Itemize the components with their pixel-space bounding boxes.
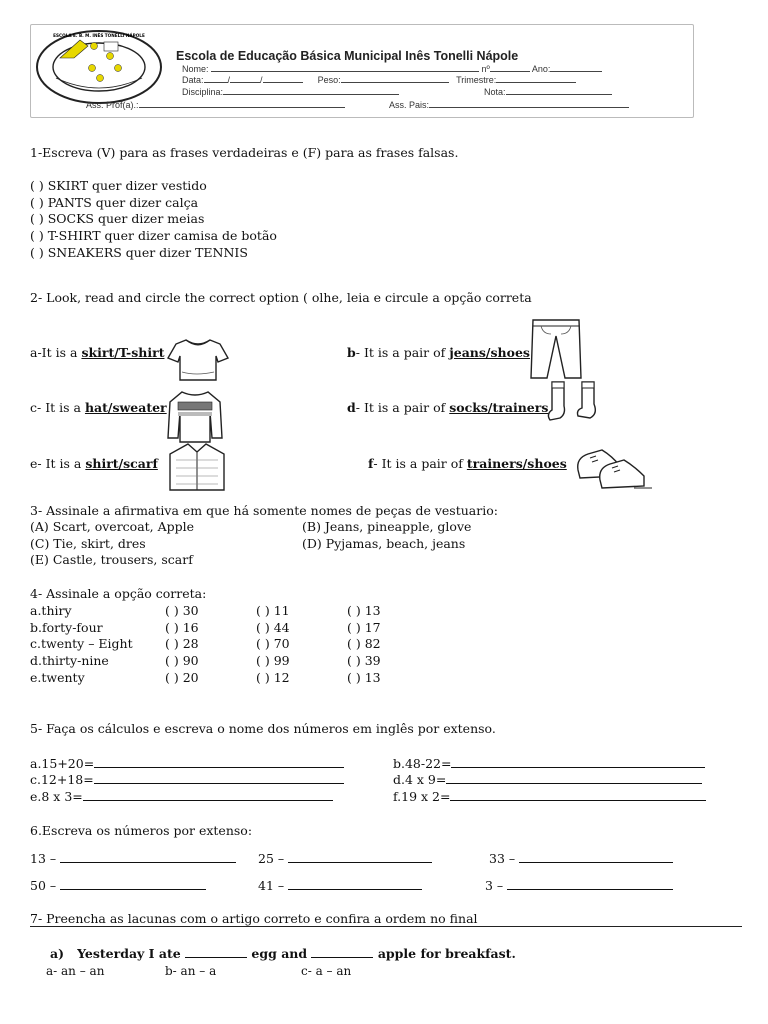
q4-option[interactable]: ( ) 39 bbox=[347, 653, 381, 668]
q4-option[interactable]: ( ) 44 bbox=[256, 620, 290, 635]
q1-title: 1-Escreva (V) para as frases verdadeiras e (F) para as frases falsas. bbox=[30, 145, 459, 160]
svg-text:ESCOLA E. B. M. INÊS TONELLI N: ESCOLA E. B. M. INÊS TONELLI NÁPOLE bbox=[53, 33, 145, 38]
q7-option[interactable]: c- a – an bbox=[301, 964, 352, 978]
q5-item[interactable]: d.4 x 9= bbox=[393, 772, 702, 787]
q3-title: 3- Assinale a afirmativa em que há somente nomes de peças de vestuario: bbox=[30, 503, 498, 518]
q2-item-c[interactable]: c- It is a hat/sweater bbox=[30, 400, 167, 415]
q4-row-label: b.forty-four bbox=[30, 620, 103, 635]
q5-item[interactable]: a.15+20= bbox=[30, 756, 344, 771]
q4-option[interactable]: ( ) 28 bbox=[165, 636, 199, 651]
q1-item[interactable]: ( ) SNEAKERS quer dizer TENNIS bbox=[30, 245, 248, 260]
q4-option[interactable]: ( ) 30 bbox=[165, 603, 199, 618]
q4-option[interactable]: ( ) 13 bbox=[347, 670, 381, 685]
q5-item[interactable]: f.19 x 2= bbox=[393, 789, 706, 804]
q4-option[interactable]: ( ) 70 bbox=[256, 636, 290, 651]
q4-option[interactable]: ( ) 12 bbox=[256, 670, 290, 685]
q4-row-label: e.twenty bbox=[30, 670, 85, 685]
q7-divider bbox=[30, 926, 742, 927]
q4-row-label: d.thirty-nine bbox=[30, 653, 109, 668]
tshirt-icon bbox=[166, 336, 230, 384]
q4-option[interactable]: ( ) 13 bbox=[347, 603, 381, 618]
q4-row-label: a.thiry bbox=[30, 603, 72, 618]
q2-item-e[interactable]: e- It is a shirt/scarf bbox=[30, 456, 158, 471]
school-logo bbox=[34, 28, 164, 106]
q3-option[interactable]: (A) Scart, overcoat, Apple bbox=[30, 519, 195, 534]
q2-item-d[interactable]: d- It is a pair of socks/trainers bbox=[347, 400, 549, 415]
shirt-icon bbox=[166, 442, 228, 492]
sweater-icon bbox=[164, 388, 226, 446]
q3-option[interactable]: (E) Castle, trousers, scarf bbox=[30, 552, 193, 567]
q4-option[interactable]: ( ) 20 bbox=[165, 670, 199, 685]
q6-item[interactable]: 50 – bbox=[30, 878, 206, 893]
q4-option[interactable]: ( ) 82 bbox=[347, 636, 381, 651]
q7-option[interactable]: a- an – an bbox=[46, 964, 105, 978]
q5-item[interactable]: c.12+18= bbox=[30, 772, 344, 787]
q4-option[interactable]: ( ) 17 bbox=[347, 620, 381, 635]
q3-option[interactable]: (C) Tie, skirt, dres bbox=[30, 536, 146, 551]
q7-sentence-a[interactable]: a) Yesterday I ate egg and apple for breakfast. bbox=[50, 946, 516, 961]
q4-row-label: c.twenty – Eight bbox=[30, 636, 133, 651]
q2-item-b[interactable]: b- It is a pair of jeans/shoes bbox=[347, 345, 530, 360]
field-disciplina[interactable]: Disciplina: Nota: bbox=[182, 87, 612, 97]
field-nome[interactable]: Nome: nº Ano: bbox=[182, 64, 602, 74]
q3-option[interactable]: (D) Pyjamas, beach, jeans bbox=[302, 536, 466, 551]
q5-title: 5- Faça os cálculos e escreva o nome dos números em inglês por extenso. bbox=[30, 721, 496, 736]
q2-item-a[interactable]: a-It is a skirt/T-shirt bbox=[30, 345, 165, 360]
q4-option[interactable]: ( ) 99 bbox=[256, 653, 290, 668]
q4-title: 4- Assinale a opção correta: bbox=[30, 586, 207, 601]
q7-title: 7- Preencha as lacunas com o artigo correto e confira a ordem no final bbox=[30, 911, 478, 926]
q4-option[interactable]: ( ) 16 bbox=[165, 620, 199, 635]
q1-item[interactable]: ( ) PANTS quer dizer calça bbox=[30, 195, 199, 210]
q5-item[interactable]: e.8 x 3= bbox=[30, 789, 333, 804]
q7-option[interactable]: b- an – a bbox=[165, 964, 217, 978]
q4-option[interactable]: ( ) 11 bbox=[256, 603, 290, 618]
q6-item[interactable]: 13 – bbox=[30, 851, 236, 866]
q5-item[interactable]: b.48-22= bbox=[393, 756, 705, 771]
q2-item-f[interactable]: f- It is a pair of trainers/shoes bbox=[368, 456, 567, 471]
q6-title: 6.Escreva os números por extenso: bbox=[30, 823, 253, 838]
q3-option[interactable]: (B) Jeans, pineapple, glove bbox=[302, 519, 472, 534]
q1-item[interactable]: ( ) SKIRT quer dizer vestido bbox=[30, 178, 207, 193]
q6-item[interactable]: 41 – bbox=[258, 878, 422, 893]
q6-item[interactable]: 25 – bbox=[258, 851, 432, 866]
jeans-icon bbox=[527, 318, 585, 380]
q2-title: 2- Look, read and circle the correct option ( olhe, leia e circule a opção correta bbox=[30, 290, 532, 305]
q4-option[interactable]: ( ) 90 bbox=[165, 653, 199, 668]
socks-icon bbox=[546, 380, 604, 424]
field-data[interactable]: Data: / / Peso: Trimestre: bbox=[182, 75, 576, 85]
shoes-icon bbox=[574, 440, 654, 492]
school-name: Escola de Educação Básica Municipal Inês Tonelli Nápole bbox=[176, 49, 519, 63]
q6-item[interactable]: 33 – bbox=[489, 851, 673, 866]
q6-item[interactable]: 3 – bbox=[485, 878, 673, 893]
q1-item[interactable]: ( ) T-SHIRT quer dizer camisa de botão bbox=[30, 228, 277, 243]
field-assinaturas[interactable]: Ass. Prof(a).: Ass. Pais: bbox=[86, 100, 629, 110]
q1-item[interactable]: ( ) SOCKS quer dizer meias bbox=[30, 211, 205, 226]
